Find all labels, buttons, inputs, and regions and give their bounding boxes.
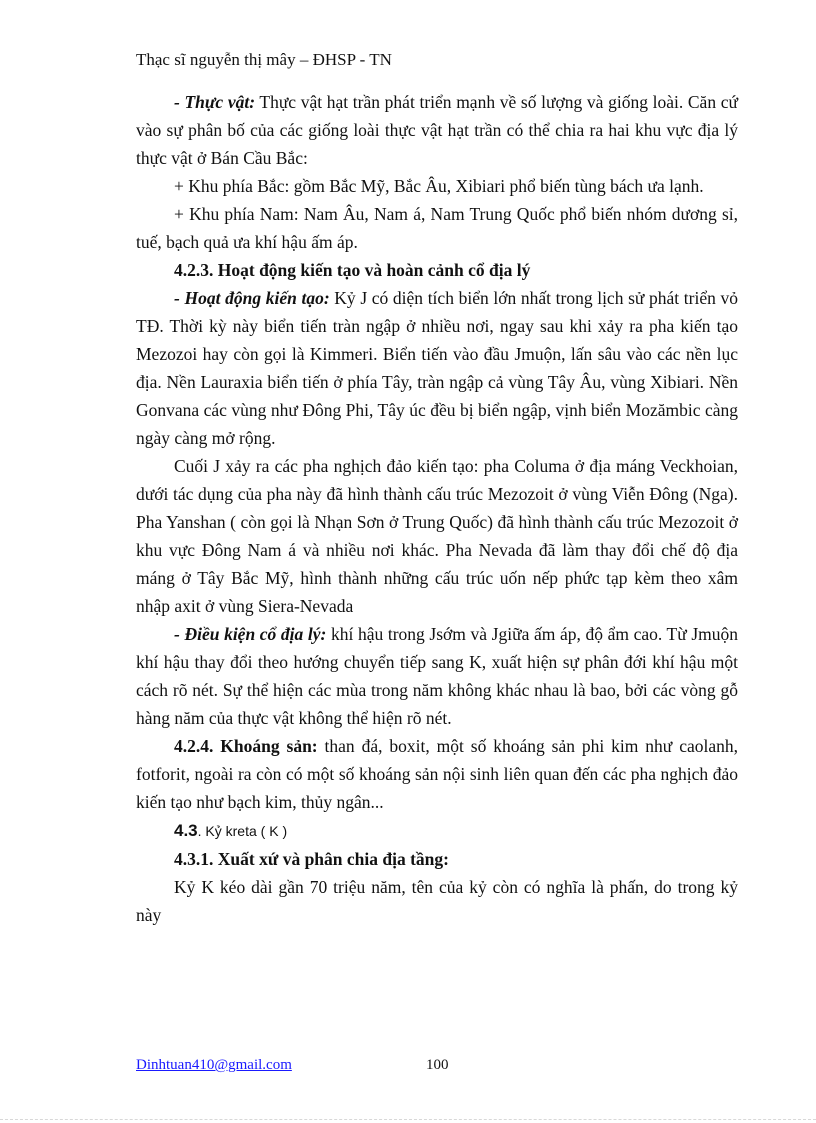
paragraph-paleogeography (136, 620, 738, 732)
paragraph-plants (136, 88, 738, 172)
footer-email-link[interactable]: Dinhtuan410@gmail.com (136, 1057, 292, 1073)
paragraph-inversion: Cuối J xảy ra các pha nghịch đảo kiến tạo: pha Columa ở địa máng Veckhoian, dưới tác dụng của pha này đã hình thành cấu trúc Mezozoit ở vùng Viễn Đông (Nga). Pha Yanshan ( còn gọi là Nhạn Sơn ở Trung Quốc) đã hình thành cấu trúc Mezozoit ở khu vực Đông Nam á và nhiều nơi khác. Pha Nevada đã làm thay đổi chế độ địa máng ở Tây Bắc Mỹ, hình thành những cấu trúc uốn nếp phức tạp kèm theo xâm nhập axit ở vùng Siera-Nevada (136, 456, 738, 616)
tectonic-text: Kỷ J có diện tích biển lớn nhất trong lịch sử phát triển vỏ TĐ. Thời kỳ này biển tiến tràn ngập ở nhiều nơi, ngay sau khi xảy ra pha kiến tạo Mezozoi hay còn gọi là Kimmeri. Biển tiến vào đầu Jmuộn, lấn sâu vào các nền lục địa. Nền Lauraxia biển tiến ở phía Tây, tràn ngập cả vùng Tây Âu, vùng Xibiari. Nền Gonvana các vùng như Đông Phi, Tây úc đều bị biển ngập, vịnh biển Mozămbic càng ngày càng mở rộng. (136, 288, 738, 448)
heading-4-3-1: 4.3.1. Xuất xứ và phân chia địa tầng: (174, 849, 449, 869)
paleogeography-label: - Điều kiện cổ địa lý: (174, 624, 327, 644)
minerals-text: than đá, boxit, một số khoáng sản phi kim như caolanh, fotforit, ngoài ra còn có một số khoáng sản nội sinh liên quan đến các pha nghịch đảo kiến tạo như bạch kim, thủy ngân... (136, 736, 738, 812)
document-body (136, 88, 738, 929)
heading-4-3-number: 4.3 (174, 821, 198, 840)
paragraph-tectonic (136, 284, 738, 452)
paragraph-cretaceous: Kỷ K kéo dài gần 70 triệu năm, tên của kỷ còn có nghĩa là phấn, do trong kỷ này (136, 877, 738, 925)
heading-4-2-3: 4.2.3. Hoạt động kiến tạo và hoàn cảnh cổ địa lý (174, 260, 531, 280)
page-number: 100 (426, 1057, 449, 1073)
plants-label: - Thực vật: (174, 92, 256, 112)
paragraph-south-zone: + Khu phía Nam: Nam Âu, Nam á, Nam Trung Quốc phổ biến nhóm dương sỉ, tuế, bạch quả ưa khí hậu ấm áp. (136, 204, 738, 252)
page-header: Thạc sĩ nguyễn thị mây – ĐHSP - TN (136, 50, 392, 69)
paragraph-minerals (136, 732, 738, 816)
paragraph-north-zone: + Khu phía Bắc: gồm Bắc Mỹ, Bắc Âu, Xibiari phổ biến tùng bách ưa lạnh. (174, 176, 704, 196)
heading-4-3-title: . Kỷ kreta ( K ) (197, 823, 288, 839)
heading-4-3 (136, 816, 738, 845)
minerals-label: 4.2.4. Khoáng sản: (174, 736, 318, 756)
plants-text: Thực vật hạt trần phát triển mạnh về số lượng và giống loài. Căn cứ vào sự phân bố của các giống loài thực vật hạt trần có thể chia ra hai khu vực địa lý thực vật ở Bán Cầu Bắc: (136, 92, 738, 168)
tectonic-label: - Hoạt động kiến tạo: (174, 288, 330, 308)
page-footer (136, 1057, 738, 1074)
paleogeography-text: khí hậu trong Jsớm và Jgiữa ấm áp, độ ẩm cao. Từ Jmuộn khí hậu thay đổi theo hướng chuyển tiếp sang K, xuất hiện sự phân đới khí hậu một cách rõ nét. Sự thể hiện các mùa trong năm không khác nhau là bao, bởi các vòng gỗ hàng năm của thực vật không thể hiện rõ nét. (136, 624, 738, 728)
page-bottom-divider (0, 1119, 816, 1120)
